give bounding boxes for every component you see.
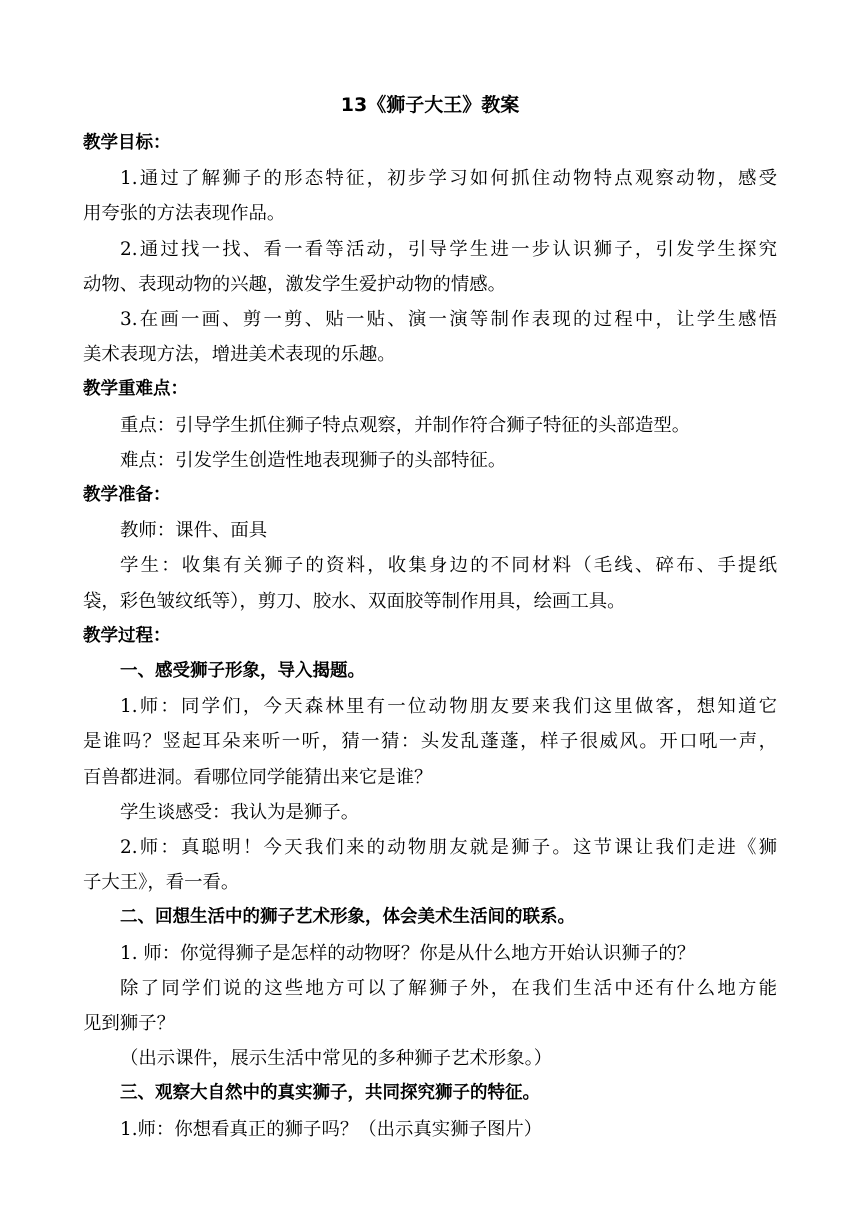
key-point-focus: 重点：引导学生抓住狮子特点观察，并制作符合狮子特征的头部造型。 xyxy=(120,414,691,436)
section-1-para-1-line-1: 1.师：同学们，今天森林里有一位动物朋友要来我们这里做客，想知道它 xyxy=(120,696,777,718)
preparation-student-line-2: 袋，彩色皱纹纸等），剪刀、胶水、双面胶等制作用具，绘画工具。 xyxy=(83,590,626,612)
objectives-heading: 教学目标： xyxy=(83,133,171,153)
section-1-para-1-line-2: 是谁吗？竖起耳朵来听一听，猜一猜：头发乱蓬蓬，样子很威风。开口吼一声， xyxy=(83,731,777,753)
section-2-para-3: （出示课件，展示生活中常见的多种狮子艺术形象。） xyxy=(120,1048,553,1070)
section-1-para-2: 学生谈感受：我认为是狮子。 xyxy=(120,801,360,823)
section-1-para-3-line-2: 子大王》，看一看。 xyxy=(83,872,240,894)
objective-3-line-2: 美术表现方法，增进美术表现的乐趣。 xyxy=(83,344,396,366)
objective-3-line-1: 3.在画一画、剪一剪、贴一贴、演一演等制作表现的过程中，让学生感悟 xyxy=(120,309,777,331)
section-3-para-1: 1.师：你想看真正的狮子吗？（出示真实狮子图片） xyxy=(120,1118,543,1140)
section-2-para-1: 1. 师：你觉得狮子是怎样的动物呀？你是从什么地方开始认识狮子的？ xyxy=(120,942,696,964)
section-2-para-2-line-2: 见到狮子？ xyxy=(83,1013,175,1035)
objective-2-line-2: 动物、表现动物的兴趣，激发学生爱护动物的情感。 xyxy=(83,273,506,295)
section-1-para-3-line-1: 2.师：真聪明！今天我们来的动物朋友就是狮子。这节课让我们走进《狮 xyxy=(120,837,777,859)
preparation-student-line-1: 学生：收集有关狮子的资料，收集身边的不同材料（毛线、碎布、手提纸 xyxy=(120,555,777,577)
objective-1-line-1: 1.通过了解狮子的形态特征，初步学习如何抓住动物特点观察动物，感受 xyxy=(120,168,777,190)
key-points-heading: 教学重难点： xyxy=(83,379,188,400)
section-1-title: 一、感受狮子形象，导入揭题。 xyxy=(120,661,365,682)
preparation-heading: 教学准备： xyxy=(83,485,171,506)
document-title: 13《狮子大王》教案 xyxy=(340,94,520,116)
section-1-para-1-line-3: 百兽都进洞。看哪位同学能猜出来它是谁？ xyxy=(83,766,433,788)
objective-1-line-2: 用夸张的方法表现作品。 xyxy=(83,203,286,225)
section-3-title: 三、观察大自然中的真实狮子，共同探究狮子的特征。 xyxy=(120,1083,540,1104)
objective-2-line-1: 2.通过找一找、看一看等活动，引导学生进一步认识狮子，引发学生探究 xyxy=(120,238,777,260)
key-point-difficulty: 难点：引发学生创造性地表现狮子的头部特征。 xyxy=(120,449,507,471)
section-2-title: 二、回想生活中的狮子艺术形象，体会美术生活间的联系。 xyxy=(120,907,575,928)
preparation-teacher: 教师：课件、面具 xyxy=(120,520,268,542)
process-heading: 教学过程： xyxy=(83,625,171,646)
document-page xyxy=(83,90,777,1147)
section-2-para-2-line-1: 除了同学们说的这些地方可以了解狮子外，在我们生活中还有什么地方能 xyxy=(120,977,777,999)
